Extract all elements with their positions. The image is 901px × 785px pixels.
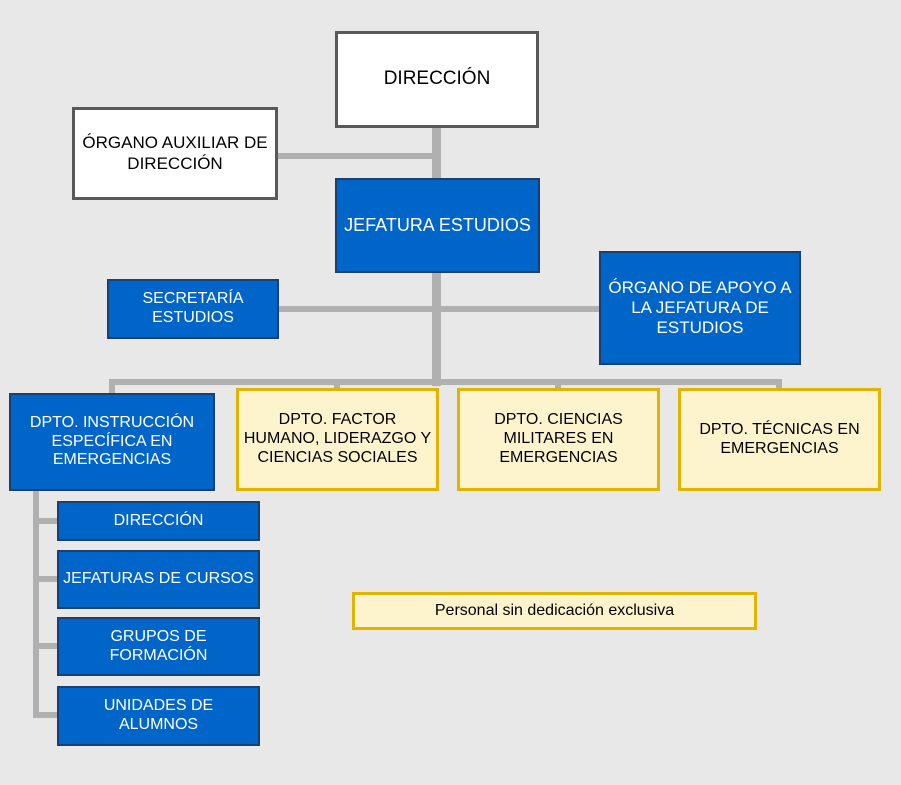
node-sub-unidades-label: UNIDADES DE ALUMNOS xyxy=(103,697,214,733)
legend-personal-sin-dedicacion-exclusiva xyxy=(352,592,757,630)
node-sub-jefaturas-de-cursos[interactable] xyxy=(57,550,260,609)
node-sub-grupos-label: GRUPOS DE FORMACIÓN xyxy=(109,627,208,664)
node-direccion-label: DIRECCIÓN xyxy=(383,68,491,90)
node-dpto-ciencias-militares[interactable] xyxy=(457,388,660,491)
node-jefatura-estudios-label: JEFATURA ESTUDIOS xyxy=(344,214,531,235)
connector-jefatura-trunk xyxy=(432,271,441,386)
node-organo-auxiliar-de-direccion[interactable] xyxy=(72,107,278,200)
node-dpto-factor-humano[interactable] xyxy=(236,388,439,491)
connector-departments-bus xyxy=(112,379,780,385)
node-dpto-tecnicas-emergencias[interactable] xyxy=(678,388,881,491)
node-secretaria-estudios[interactable] xyxy=(107,279,279,339)
legend-label: Personal sin dedicación exclusiva xyxy=(434,601,675,619)
node-dpto-ciencias-militares-label: DPTO. CIENCIAS MILITARES EN EMERGENCIAS xyxy=(494,411,623,466)
node-organo-de-apoyo[interactable] xyxy=(599,251,801,365)
connector-sub-spine xyxy=(33,490,39,718)
node-dpto-tecnicas-label: DPTO. TÉCNICAS EN EMERGENCIAS xyxy=(699,420,860,457)
node-sub-direccion[interactable] xyxy=(57,501,260,541)
connector-organo-auxiliar xyxy=(277,153,437,159)
node-sub-direccion-label: DIRECCIÓN xyxy=(113,511,204,529)
node-sub-jefaturas-label: JEFATURAS DE CURSOS xyxy=(63,570,254,588)
node-jefatura-estudios[interactable] xyxy=(335,178,540,273)
node-organo-auxiliar-label: ÓRGANO AUXILIAR DE DIRECCIÓN xyxy=(82,133,268,173)
connector-organo-apoyo xyxy=(436,306,601,312)
node-sub-unidades-de-alumnos[interactable] xyxy=(57,686,260,746)
node-direccion[interactable] xyxy=(335,31,539,128)
node-dpto-instruccion-especifica[interactable] xyxy=(9,393,215,491)
node-sub-grupos-de-formacion[interactable] xyxy=(57,617,260,676)
node-dpto-factor-humano-label: DPTO. FACTOR HUMANO, LIDERAZGO Y CIENCIAS SOCIALES xyxy=(243,411,432,466)
node-dpto-instruccion-label: DPTO. INSTRUCCIÓN ESPECÍFICA EN EMERGENCIAS xyxy=(29,413,195,469)
node-secretaria-estudios-label: SECRETARÍA ESTUDIOS xyxy=(142,290,244,326)
node-organo-de-apoyo-label: ÓRGANO DE APOYO A LA JEFATURA DE ESTUDIOS xyxy=(608,277,792,338)
connector-secretaria xyxy=(277,306,437,312)
